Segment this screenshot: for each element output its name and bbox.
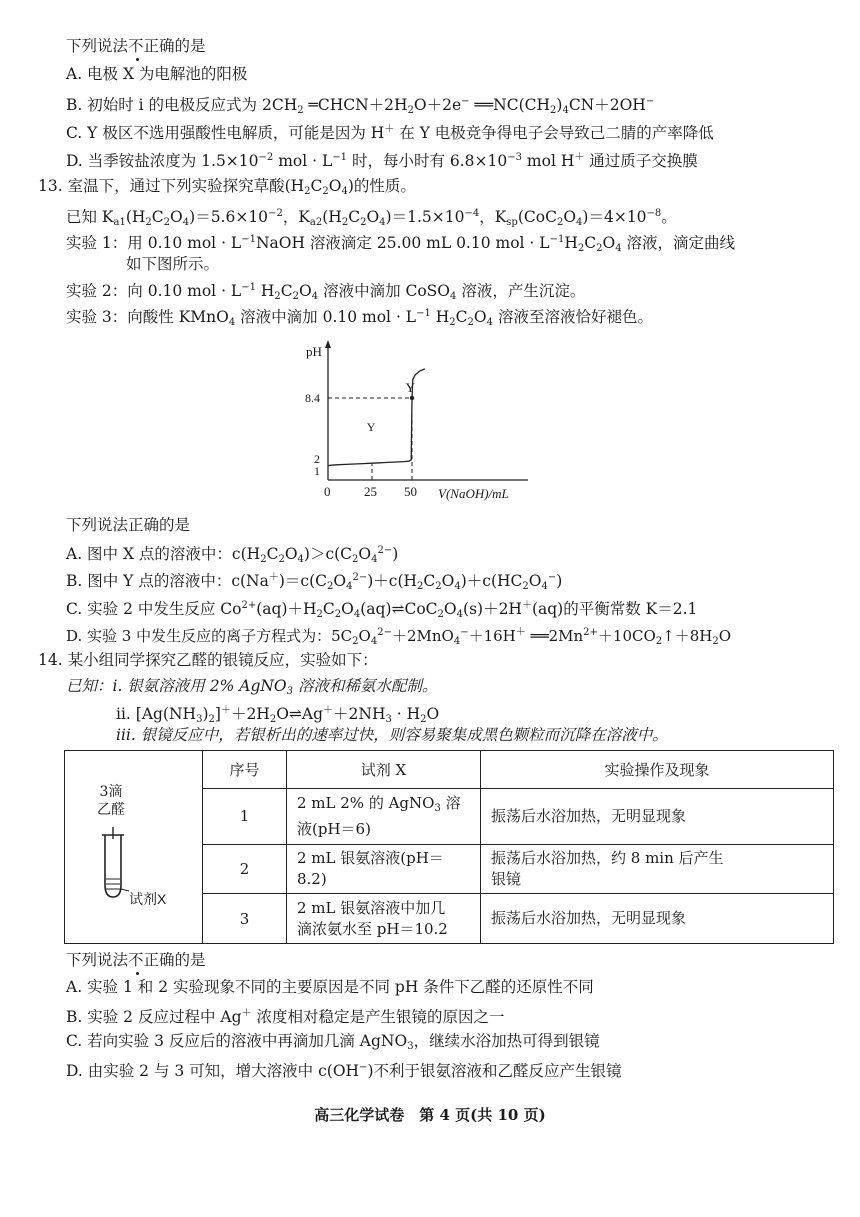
y-axis-arrow — [325, 340, 331, 348]
y-tick-label-8-4: 8.4 — [305, 391, 320, 405]
drops-label: 3滴 — [99, 784, 123, 800]
row-operation: 振荡后水浴加热，约 8 min 后产生 银镜 — [481, 844, 834, 894]
row-reagent: 2 mL 银氨溶液(pH＝ 8.2) — [287, 844, 481, 894]
q13-exp1: 实验 1：用 0.10 mol · $L^{-1}NaOH$ 溶液滴定 25.00 mL 0.10 mol · $L^{-1}H_2C_2O_4$ 溶液，滴定曲线 — [66, 234, 736, 254]
leader-line — [121, 889, 129, 891]
point-y-label: Y — [405, 380, 415, 396]
point-x-label: Y — [366, 419, 376, 434]
emphasis-dot — [136, 972, 139, 975]
q14-known-2: ⅱ. $[Ag(NH_3)_2]^++2H_2O\rightleftharpoons Ag^++2NH_3 \cdot H_2O$ — [116, 705, 440, 725]
experiment-table — [64, 750, 834, 944]
x-tick-label-50: 50 — [404, 484, 417, 499]
q12-option-d: D. 当季铵盐浓度为 $1.5\times 10^{-2}$ mol · $L^{-1}$ 时，每小时有 $6.8\times 10^{-3}$ mol H＋ 通过质子交换膜 — [66, 152, 698, 170]
apparatus-labels — [97, 783, 125, 819]
q13-stem: 下列说法正确的是 — [66, 516, 191, 534]
row-reagent: 2 mL 银氨溶液中加几 滴浓氨水至 pH＝10.2 — [287, 894, 481, 944]
y-tick-label-2: 2 — [314, 452, 320, 466]
q13-option-d: D. 实验 3 中发生反应的离子方程式为：$5C_2O_4^{2-}+2MnO_4^-+16H^+$ $══2Mn^{2+}+10CO_2↑+8H_2O$ — [66, 627, 732, 647]
row-no: 3 — [203, 894, 287, 944]
row-operation: 振荡后水浴加热，无明显现象 — [481, 894, 834, 944]
q14-option-b: B. 实验 2 反应过程中 Ag＋ 浓度相对稳定是产生银镜的原因之一 — [66, 1008, 505, 1026]
origin-tick-label: 0 — [324, 484, 331, 499]
reagent-x-label: 试剂X — [129, 891, 167, 907]
q13-option-b: B. 图中 Y 点的溶液中：$c(Na^+)=c(C_2O_4^{2-})+c(H_2C_2O_4)+c(HC_2O_4^-)$ — [66, 572, 563, 592]
q14-option-a: A. 实验 1 和 2 实验现象不同的主要原因是不同 pH 条件下乙醛的还原性不同 — [66, 978, 594, 996]
row-no: 2 — [203, 844, 287, 894]
q13-title: 13. 室温下，通过下列实验探究草酸$(H_2C_2O_4)$的性质。 — [38, 177, 416, 197]
q13-known: 已知 $K_{a1}(H_2C_2O_4)=5.6\times 10^{-2}$，$K_{a2}(H_2C_2O_4)=1.5\times 10^{-4}$，$K_{sp}(CoC_2O_4)=4\times 10^{-8}$。 — [66, 208, 677, 228]
titration-chart — [300, 338, 540, 506]
y-tick-label-1: 1 — [314, 464, 320, 478]
q14-known-1: 已知：ⅰ. 银氨溶液用 2% AgNO$_3$ 溶液和稀氨水配制。 — [66, 677, 438, 697]
q14-stem: 下列说法不正确的是 — [66, 951, 206, 969]
q13-exp2: 实验 2：向 0.10 mol · $L^{-1}$ $H_2C_2O_4$ 溶液中滴加 CoSO$_4$ 溶液，产生沉淀。 — [66, 282, 586, 302]
q14-title: 14. 某小组同学探究乙醛的银镜反应，实验如下： — [38, 651, 378, 669]
x-tick-label-25: 25 — [364, 484, 377, 499]
q13-option-c: C. 实验 2 中发生反应 $Co^{2+}(aq)+H_2C_2O_4(aq)\rightleftharpoons CoC_2O_4(s)+2H^+(aq)$的平衡常数 K＝2.1 — [66, 600, 698, 620]
q13-exp3: 实验 3：向酸性 KMnO$_4$ 溶液中滴加 0.10 mol · $L^{-1}$ $H_2C_2O_4$ 溶液至溶液恰好褪色。 — [66, 308, 653, 328]
q12-stem: 下列说法不正确的是 — [66, 37, 206, 55]
q12-option-c: C. Y 极区不选用强酸性电解质，可能是因为 H＋ 在 Y 电极竞争得电子会导致己二腈的产率降低 — [66, 124, 714, 142]
q14-option-d: D. 由实验 2 与 3 可知，增大溶液中 c(OH−)不利于银氨溶液和乙醛反应产生银镜 — [66, 1062, 622, 1080]
q14-known-3: ⅲ. 银镜反应中，若银析出的速率过快，则容易聚集成黑色颗粒而沉降在溶液中。 — [116, 726, 668, 744]
row-reagent: 2 mL 2% 的 AgNO$_3$ 溶 液(pH＝6) — [287, 789, 481, 845]
test-tube-icon — [105, 835, 121, 897]
page-footer: 高三化学试卷 第 4 页(共 10 页) — [314, 1106, 546, 1124]
y-axis-label: pH — [306, 344, 322, 359]
point-y-marker — [410, 396, 414, 400]
apparatus-cell — [65, 751, 203, 944]
col-header-operation: 实验操作及现象 — [481, 751, 834, 789]
q13-option-a: A. 图中 X 点的溶液中：$c(H_2C_2O_4)>c(C_2O_4^{2-})$ — [66, 545, 399, 565]
col-header-reagent: 试剂 X — [287, 751, 481, 789]
row-operation: 振荡后水浴加热，无明显现象 — [481, 789, 834, 845]
q14-option-c: C. 若向实验 3 反应后的溶液中再滴加几滴 AgNO$_3$，继续水浴加热可得到银镜 — [66, 1032, 600, 1052]
q13-exp1-line2: 如下图所示。 — [126, 255, 220, 273]
q12-option-b: B. 初始时 ⅰ 的电极反应式为 $2CH_2$ $═CHCN+2H_2O+2e^-$ $══NC(CH_2)_4CN+2OH^-$ — [66, 96, 655, 116]
x-axis-label: V(NaOH)/mL — [438, 486, 509, 501]
aldehyde-label: 乙醛 — [97, 802, 125, 818]
q12-option-a: A. 电极 X 为电解池的阳极 — [66, 65, 248, 83]
row-no: 1 — [203, 789, 287, 845]
emphasis-dot — [136, 58, 139, 61]
col-header-no: 序号 — [203, 751, 287, 789]
